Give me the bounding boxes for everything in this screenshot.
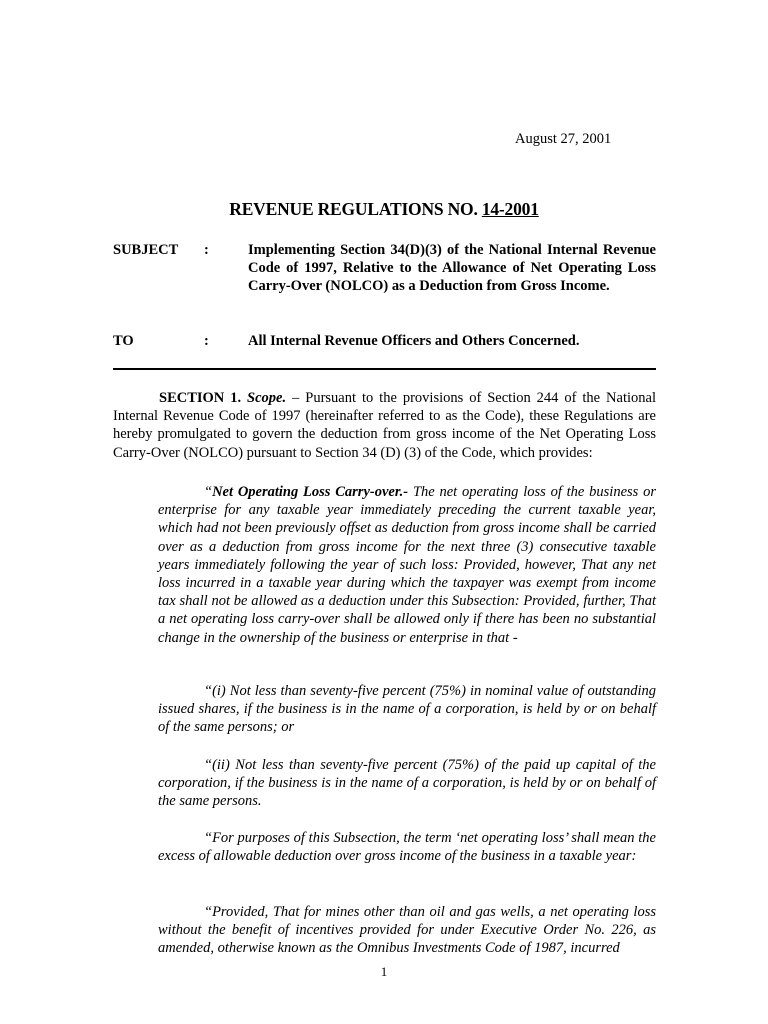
section-1-heading: SECTION 1. (159, 390, 242, 406)
to-text: All Internal Revenue Officers and Others Concerned. (248, 333, 580, 349)
section-1-scope: Scope. (247, 390, 287, 406)
title-prefix: REVENUE REGULATIONS NO. (229, 199, 482, 219)
regulation-number: 14-2001 (481, 199, 539, 219)
quote-nolco-definition (158, 483, 656, 647)
subject-colon: : (204, 242, 209, 258)
quote-open-mark: “ (204, 484, 213, 500)
quote-clause-ii: “(ii) Not less than seventy-five percent (75%) of the paid up capital of the corporation, if the business is in the name of a corporation, is held by or on behalf of the same persons. (158, 757, 656, 810)
quote-body: The net operating loss of the business or enterprise for any taxable year immediately preceding the current taxable year, which had not been previously offset as deduction from gross income shall be carried over as a deduction from gross income for the next three (3) consecutive taxable years immediately following the year of such loss: Provided, however, That any net loss incurred in a taxable year during which the taxpayer was exempt from income tax shall not be allowed as a deduction under this Subsection: Provided, further, That a net operating loss carry-over shall be allowed only if there has been no substantial change in the ownership of the business or enterprise in that - (158, 484, 657, 646)
header-divider (113, 368, 656, 370)
subject-label: SUBJECT (113, 242, 179, 258)
subject-text: Implementing Section 34(D)(3) of the National Internal Revenue Code of 1997, Relative to the Allowance of Net Operating Loss Carry-Over (NOLCO) as a Deduction from Gross Income. (248, 242, 656, 295)
section-1-paragraph (113, 389, 656, 462)
quote-nol-definition: “For purposes of this Subsection, the term ‘net operating loss’ shall mean the excess of allowable deduction over gross income of the business in a taxable year: (158, 830, 656, 865)
quote-mines-proviso: “Provided, That for mines other than oil and gas wells, a net operating loss without the benefit of incentives provided for under Executive Order No. 226, as amended, otherwise known as the Omnibus Investments Code of 1987, incurred (158, 904, 656, 957)
page-number: 1 (380, 964, 388, 979)
regulation-title (0, 200, 768, 218)
to-label: TO (113, 333, 134, 349)
quote-term: Net Operating Loss Carry-over.- (212, 484, 409, 500)
section-1-body: – Pursuant to the provisions of Section 244 of the National Internal Revenue Code of 1997 (hereinafter referred to as the Code), these Regulations are hereby promulgated to govern the deduction from gross income of the Net Operating Loss Carry-Over (NOLCO) pursuant to Section 34 (D) (3) of the Code, which provides: (113, 390, 656, 461)
quote-clause-i: “(i) Not less than seventy-five percent (75%) in nominal value of outstanding issued shares, if the business is in the name of a corporation, is held by or on behalf of the same persons; or (158, 683, 656, 736)
document-date: August 27, 2001 (515, 131, 612, 147)
to-colon: : (204, 333, 209, 349)
